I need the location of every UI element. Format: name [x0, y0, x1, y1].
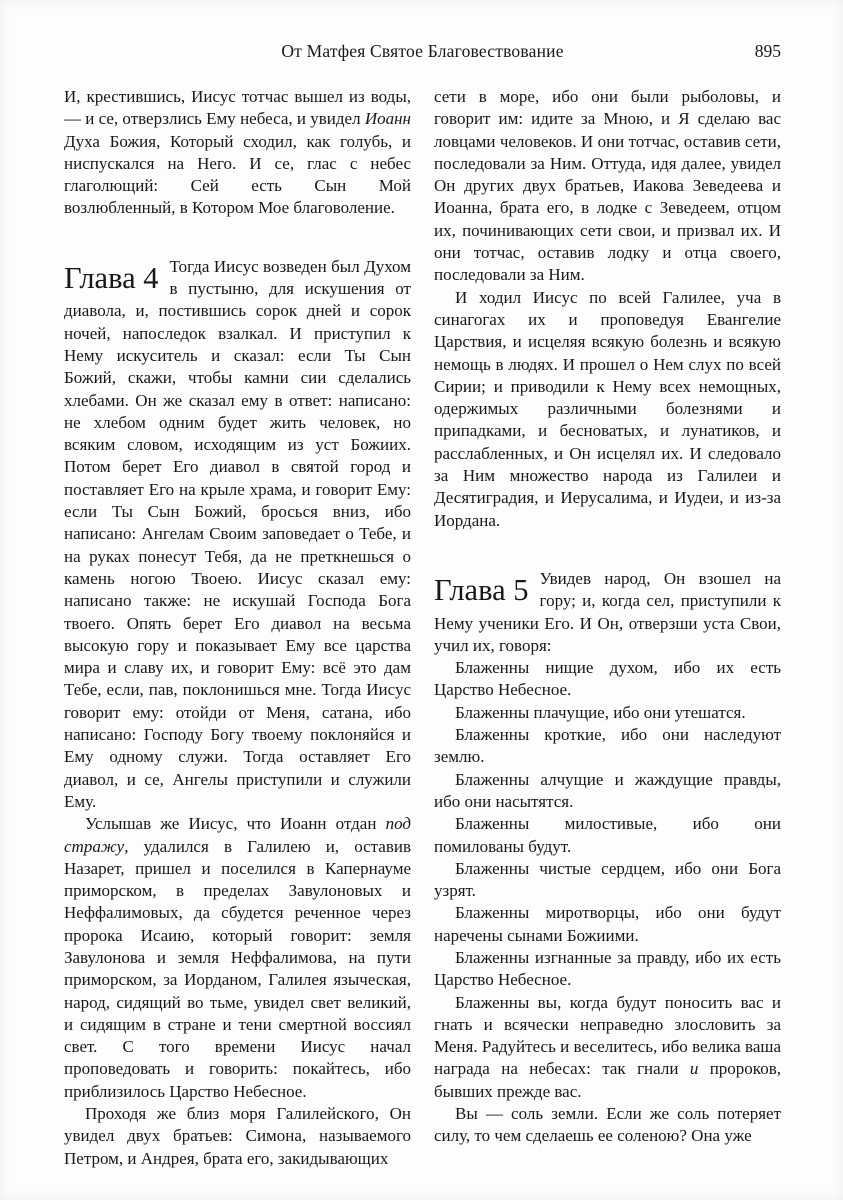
text-run: Тогда Иисус возведен был Духом в пустыню, для искушения от диавола, и, постившись сорок дней и сорок ночей, напоследок взалкал. И приступил к Нему искуситель и сказал: если Ты Сын Божий, скажи, чтобы камни сии сделались хлебами. Он же сказал ему в ответ: написано: не хлебом одним будет жить человек, но всяким словом, исходящим из уст Божиих. Потом берет Его диавол в святой город и поставляет Его на крыле храма, и говорит Ему: если Ты Сын Божий, бросься вниз, ибо написано: Ангелам Своим заповедает о Тебе, и на руках понесут Тебя, да не преткнешься о камень ногою Твоею. Иисус сказал ему: написано также: не искушай Господа Бога твоего. Опять берет Его диавол на весьма высокую гору и показывает Ему все царства мира и славу их, и говорит Ему: всё это дам Тебе, если, пав, поклонишься мне. Тогда Иисус говорит ему: отойди от Меня, сатана, ибо написано: Господу Богу твоему поклоняйся и Ему одному служи. Тогда оставляет Его диавол, и се, Ангелы приступили и служили Ему.: [64, 256, 411, 811]
beatitude-paragraph: Блаженны алчущие и жаждущие правды, ибо они насытятся.: [434, 769, 781, 811]
beatitude-paragraph: Блаженны нищие духом, ибо их есть Царство Небесное.: [434, 658, 781, 700]
paragraph: И ходил Иисус по всей Галилее, уча в синагогах их и проповедуя Евангелие Царствия, и исцеляя всякую болезнь и всякую немощь в людях. И прошел о Нем слух по всей Сирии; и приводили к Нему всех немощных, одержимых различными болезнями и припадками, и бесноватых, и лунатиков, и расслабленных, и Он исцелял их. И следовало за Ним множество народа из Галилеи и Десятиградия, и Иерусалима, и Иудеи, и из-за Иордана.: [434, 287, 781, 530]
text-run: пророков, бывших прежде вас.: [434, 1059, 781, 1101]
beatitude-paragraph: Блаженны плачущие, ибо они утешатся.: [455, 702, 746, 722]
text-columns: [64, 86, 781, 1180]
intro-paragraph: [64, 86, 411, 220]
text-run: И, крестившись, Иисус тотчас вышел из воды, — и се, отверзлись Ему небеса, и увидел: [64, 87, 411, 129]
chapter-4: [64, 256, 411, 1170]
text-run: , удалился в Галилею и, оставив Назарет, пришел и поселился в Капернауме приморском, в пределах Завулоновых и Неффалимовых, да сбудется реченное через пророка Исаию, который говорит: земля Завулонова и земля Неффалимова, на пути приморском, за Иорданом, Галилея языческая, народ, сидящий во тьме, увидел свет великий, и сидящим в стране и тени смертной воссиял свет. С того времени Иисус начал проповедовать и говорить: покайтесь, ибо приблизилось Царство Небесное.: [64, 836, 411, 1101]
chapter-4-opening-paragraph: [64, 256, 411, 813]
paragraph: [64, 813, 411, 1103]
right-column: [434, 86, 781, 1180]
beatitude-paragraph: Блаженны милостивые, ибо они помилованы будут.: [434, 814, 781, 856]
paragraph: Вы — соль земли. Если же соль потеряет силу, то чем сделаешь ее соленою? Она уже: [434, 1104, 781, 1146]
beatitude-paragraph: Блаженны изгнанные за правду, ибо их есть Царство Небесное.: [434, 947, 781, 990]
beatitude-paragraph: Блаженны миротворцы, ибо они будут наречены сынами Божиими.: [434, 903, 781, 945]
chapter-4-heading: Глава 4: [64, 260, 159, 295]
italic-run: и: [689, 1059, 699, 1079]
running-head: От Матфея Святое Благовествование: [281, 41, 564, 61]
text-run: Увидев народ, Он взошел на гору; и, когда сел, приступили к Нему ученики Его. И Он, отверзши уста Свои, учил их, говоря:: [434, 568, 781, 655]
chapter-5-opening-paragraph: [434, 568, 781, 657]
page-header: [64, 39, 781, 63]
text-run: Блаженны вы, когда будут поносить вас и гнать и всячески неправедно злословить за Меня. Радуйтесь и веселитесь, ибо велика ваша награда на небесах: так гнали: [434, 992, 781, 1079]
beatitude-paragraph: Блаженны кроткие, ибо они наследуют землю.: [434, 725, 781, 767]
text-run: Услышав же Иисус, что Иоанн отдан: [85, 814, 386, 834]
paragraph: Проходя же близ моря Галилейского, Он увидел двух братьев: Симона, называемого Петром, и Андрея, брата его, закидывающих: [64, 1104, 411, 1168]
italic-run: под стражу: [64, 814, 411, 856]
beatitude-paragraph: Блаженны чистые сердцем, ибо они Бога узрят.: [434, 858, 781, 901]
chapter-5: [434, 568, 781, 1148]
beatitude-paragraph: [434, 992, 781, 1103]
text-run: Духа Божия, Который сходил, как голубь, и ниспускался на Него. И се, глас с небес глаголющий: Сей есть Сын Мой возлюбленный, в Котором Мое благоволение.: [64, 131, 411, 218]
italic-run: Иоанн: [364, 109, 411, 129]
left-column: [64, 86, 411, 1180]
chapter-5-heading: Глава 5: [434, 572, 529, 607]
continuation-paragraph: сети в море, ибо они были рыболовы, и говорит им: идите за Мною, и Я сделаю вас ловцами человеков. И они тотчас, оставив сети, последовали за Ним. Оттуда, идя далее, увидел Он других двух братьев, Иакова Зеведеева и Иоанна, брата его, в лодке с Зеведеем, отцом их, починивающих сети свои, и призвал их. И они тотчас, оставив лодку и отца своего, последовали за Ним.: [434, 87, 781, 285]
page-number: 895: [754, 41, 781, 61]
